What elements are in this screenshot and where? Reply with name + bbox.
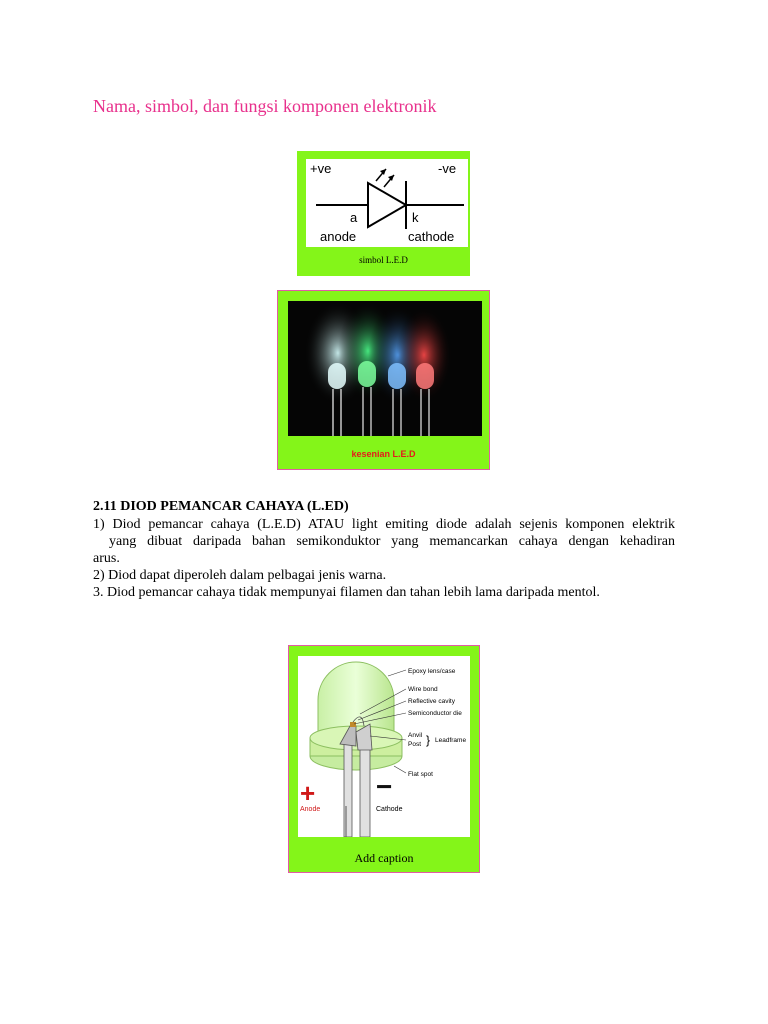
label-anode: Anode [300, 806, 321, 813]
label-flat-spot: Flat spot [408, 771, 433, 778]
plus-sign: + [300, 778, 316, 808]
label-wire-bond: Wire bond [408, 686, 438, 693]
figure2-caption: kesenian L.E.D [351, 449, 416, 459]
led-anatomy-svg [298, 656, 470, 837]
figure3-caption: Add caption [354, 851, 414, 865]
paragraph-1-line-3: arus. [93, 551, 120, 566]
anode-label: anode [320, 229, 357, 244]
diode-symbol-svg [306, 159, 468, 247]
cathode-k-label: k [412, 210, 419, 225]
leadframe-brace: } [426, 733, 431, 747]
paragraph-3: 3. Diod pemancar cahaya tidak mempunyai filamen dan tahan lebih lama daripada mentol. [93, 585, 600, 600]
label-cathode: Cathode [376, 806, 403, 813]
paragraph-1-line-1: 1) Diod pemancar cahaya (L.E.D) ATAU light emiting diode adalah sejenis komponen elektrik [93, 517, 675, 532]
label-reflective-cavity: Reflective cavity [408, 698, 455, 705]
cathode-label: cathode [408, 229, 455, 244]
anode-a-label: a [350, 210, 358, 225]
plus-ve-label: +ve [310, 161, 332, 176]
paragraph-1-line-2: yang dibuat daripada bahan semikonduktor yang memancarkan cahaya dengan kehadiran [109, 534, 675, 549]
page-title: Nama, simbol, dan fungsi komponen elektronik [93, 96, 437, 116]
led-symbol-image [306, 159, 468, 247]
led-symbol-figure [297, 151, 470, 276]
label-leadframe: Leadframe [435, 737, 467, 744]
minus-ve-label: -ve [438, 161, 457, 176]
minus-sign: − [376, 771, 393, 802]
label-epoxy-lens: Epoxy lens/case [408, 668, 456, 675]
label-anvil: Anvil [408, 732, 423, 739]
section-heading: 2.11 DIOD PEMANCAR CAHAYA (L.ED) [93, 499, 349, 514]
led-anatomy-diagram [298, 656, 470, 837]
rgb-led-photo [288, 301, 482, 436]
figure1-caption: simbol L.E.D [359, 255, 408, 265]
label-post: Post [408, 741, 422, 748]
paragraph-2: 2) Diod dapat diperoleh dalam pelbagai jenis warna. [93, 568, 387, 583]
led-photo-figure [277, 290, 490, 470]
label-semiconductor-die: Semiconductor die [408, 710, 462, 717]
rgb-led-illustration [288, 301, 482, 436]
led-anatomy-figure [288, 645, 480, 873]
